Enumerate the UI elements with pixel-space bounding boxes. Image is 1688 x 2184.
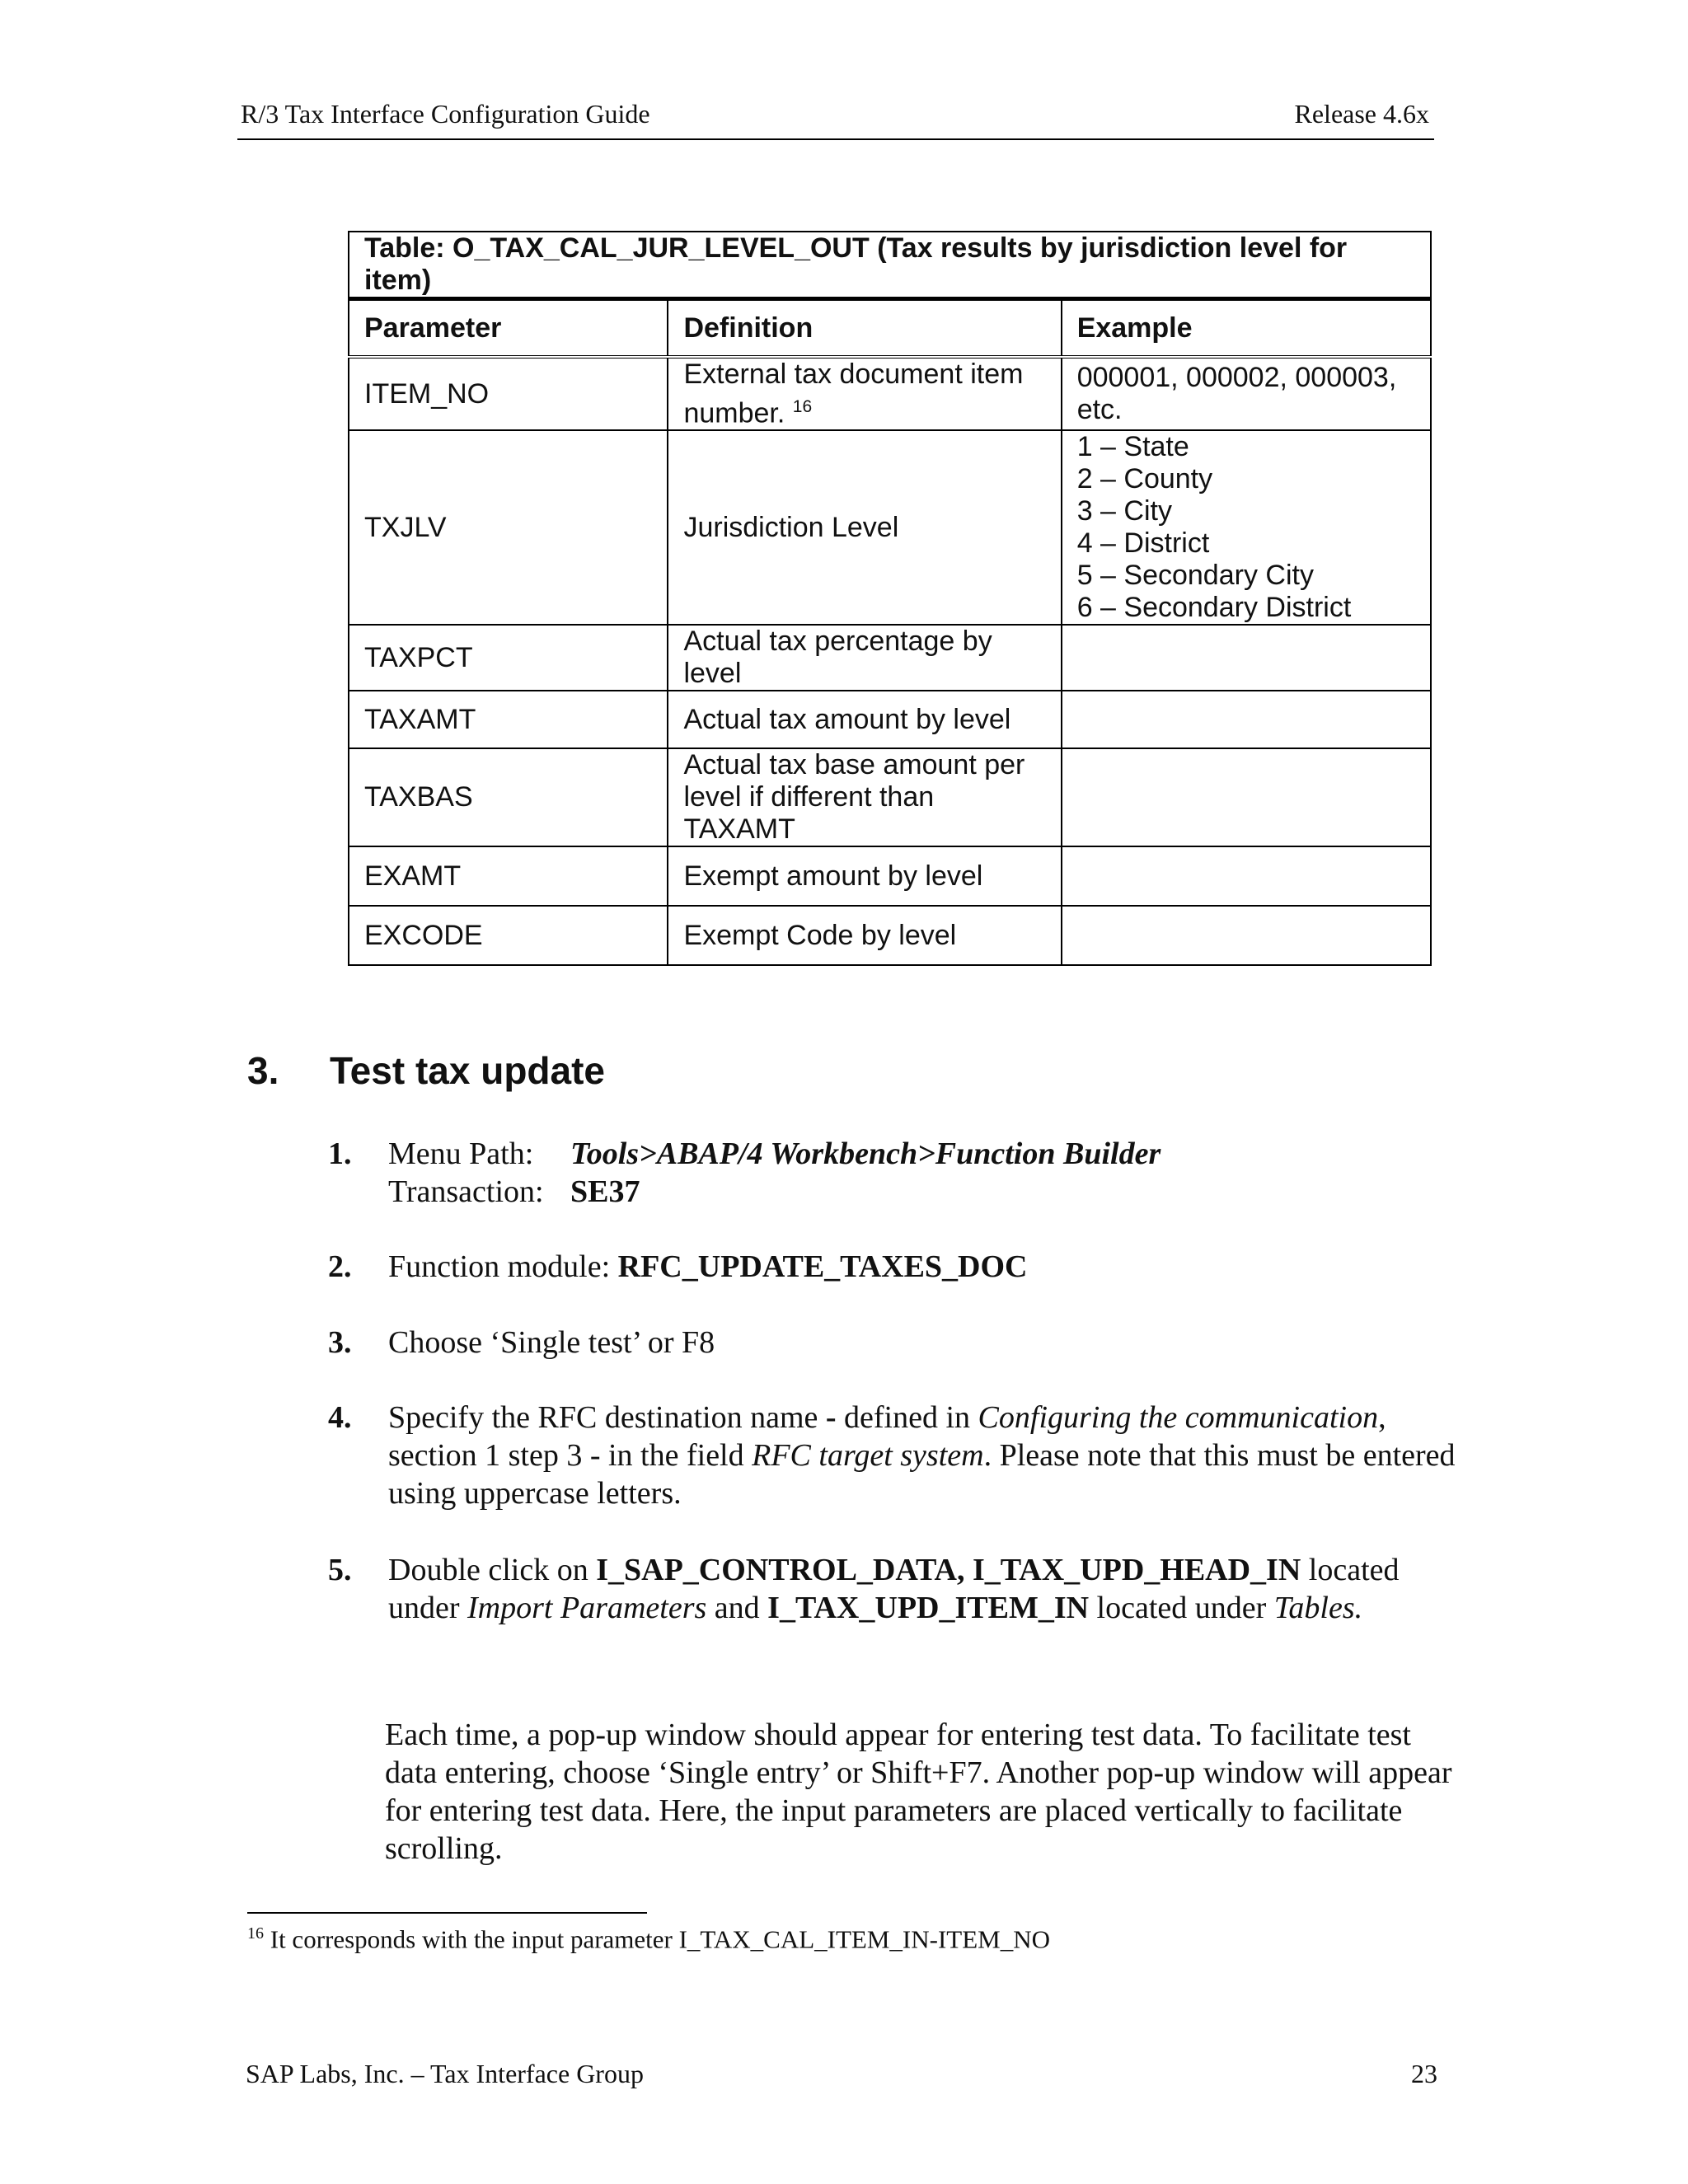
body-paragraph: Each time, a pop-up window should appear for entering test data. To facilitate test data entering, choose ‘Single entry’ or Shift+F7. Another pop-up window will appear for entering test data. Here, the input parameters are placed vertically to facilitate scrolling. xyxy=(385,1718,1452,1866)
menu-path-value: Tools>ABAP/4 Workbench>Function Builder xyxy=(570,1137,1161,1171)
cell-definition: Exempt Code by level xyxy=(668,906,1061,965)
list-item: 1 – State xyxy=(1076,431,1189,463)
cell-definition: Actual tax amount by level xyxy=(668,691,1061,748)
step-text xyxy=(388,1551,1427,1627)
transaction-label: Transaction: xyxy=(388,1174,544,1209)
cell-example xyxy=(1062,748,1431,846)
text-run: Configuring the communication xyxy=(978,1400,1379,1435)
step-number: 5. xyxy=(328,1553,352,1587)
cell-example xyxy=(1062,906,1431,965)
table-row xyxy=(349,846,1431,906)
function-module-label: Function module: xyxy=(388,1249,618,1284)
text-run: located under xyxy=(388,1553,1400,1625)
step-text xyxy=(388,1248,1451,1286)
cell-parameter: EXCODE xyxy=(349,906,668,965)
text-run: defined in xyxy=(836,1400,978,1435)
cell-example xyxy=(1062,430,1431,625)
text-run: - xyxy=(825,1400,837,1435)
cell-definition: Exempt amount by level xyxy=(668,846,1061,906)
footnote-separator xyxy=(247,1912,647,1914)
table-row xyxy=(349,430,1431,625)
header-release: Release 4.6x xyxy=(1294,99,1429,129)
cell-parameter: TXJLV xyxy=(349,430,668,625)
footnote-mark: 16 xyxy=(247,1924,264,1943)
menu-path-label: Menu Path: xyxy=(388,1137,534,1171)
table-row xyxy=(349,748,1431,846)
text-run: Import Parameters xyxy=(467,1591,707,1625)
cell-parameter: EXAMT xyxy=(349,846,668,906)
text-run: I_SAP_CONTROL_DATA, I_TAX_UPD_HEAD_IN xyxy=(596,1553,1301,1587)
text-run: Tables. xyxy=(1273,1591,1363,1625)
table-header-row xyxy=(349,299,1431,358)
menu-path-line xyxy=(388,1135,1451,1173)
step-number: 1. xyxy=(328,1137,352,1171)
list-item: 3 – City xyxy=(1076,495,1172,527)
jurisdiction-level-list xyxy=(1077,431,1415,624)
text-run: , section 1 step 3 - in the field xyxy=(388,1400,1386,1473)
text-run: I_TAX_UPD_ITEM_IN xyxy=(767,1591,1090,1625)
step-text xyxy=(388,1135,1451,1211)
cell-definition: Actual tax base amount per level if different than TAXAMT xyxy=(668,748,1061,846)
page-number: 23 xyxy=(1411,2059,1437,2088)
text-run: Double click on xyxy=(388,1553,597,1587)
footnote-text: It corresponds with the input parameter I_TAX_CAL_ITEM_IN-ITEM_NO xyxy=(264,1924,1050,1954)
table-row xyxy=(349,357,1431,430)
section-title: Test tax update xyxy=(330,1049,605,1092)
table-row xyxy=(349,691,1431,748)
cell-example xyxy=(1062,846,1431,906)
cell-definition: Actual tax percentage by level xyxy=(668,625,1061,691)
cell-example: 000001, 000002, 000003, etc. xyxy=(1062,357,1431,430)
step-text: Choose ‘Single test’ or F8 xyxy=(388,1325,715,1360)
cell-example xyxy=(1062,625,1431,691)
text-run: Specify the RFC destination name xyxy=(388,1400,826,1435)
cell-parameter: ITEM_NO xyxy=(349,357,668,430)
cell-definition xyxy=(668,357,1061,430)
list-item: 6 – Secondary District xyxy=(1076,592,1352,624)
cell-example xyxy=(1062,691,1431,748)
step-number: 2. xyxy=(328,1249,352,1284)
cell-parameter: TAXPCT xyxy=(349,625,668,691)
step-number: 3. xyxy=(328,1325,352,1360)
cell-definition: Jurisdiction Level xyxy=(668,430,1061,625)
cell-parameter: TAXBAS xyxy=(349,748,668,846)
text-run: located under xyxy=(1089,1591,1274,1625)
step-number: 4. xyxy=(328,1400,352,1435)
list-item: 5 – Secondary City xyxy=(1076,560,1314,592)
text-run: RFC target system xyxy=(752,1438,984,1473)
page-header xyxy=(237,96,1434,140)
table-title: Table: O_TAX_CAL_JUR_LEVEL_OUT (Tax results by jurisdiction level for item) xyxy=(349,232,1431,299)
list-item: 4 – District xyxy=(1076,527,1210,560)
function-module-name: RFC_UPDATE_TAXES_DOC xyxy=(617,1249,1028,1284)
footnote-ref: 16 xyxy=(792,397,813,416)
footnote xyxy=(247,1924,1050,1954)
tax-results-table xyxy=(348,231,1432,966)
column-header-definition: Definition xyxy=(668,299,1061,358)
footer-text: SAP Labs, Inc. – Tax Interface Group xyxy=(246,2059,644,2088)
text-run: and xyxy=(706,1591,768,1625)
text-run: . Please note that this must be entered using uppercase letters. xyxy=(388,1438,1456,1511)
column-header-parameter: Parameter xyxy=(349,299,668,358)
transaction-code: SE37 xyxy=(570,1174,640,1209)
section-heading xyxy=(247,1048,605,1093)
table-row xyxy=(349,906,1431,965)
step-text xyxy=(388,1399,1460,1512)
header-title: R/3 Tax Interface Configuration Guide xyxy=(241,99,650,129)
table-title-row xyxy=(349,232,1431,299)
transaction-line xyxy=(388,1173,1451,1211)
list-item: 2 – County xyxy=(1076,463,1213,495)
column-header-example: Example xyxy=(1062,299,1431,358)
table-row xyxy=(349,625,1431,691)
section-number: 3. xyxy=(247,1049,279,1092)
cell-parameter: TAXAMT xyxy=(349,691,668,748)
definition-text: External tax document item number. xyxy=(683,359,1024,429)
